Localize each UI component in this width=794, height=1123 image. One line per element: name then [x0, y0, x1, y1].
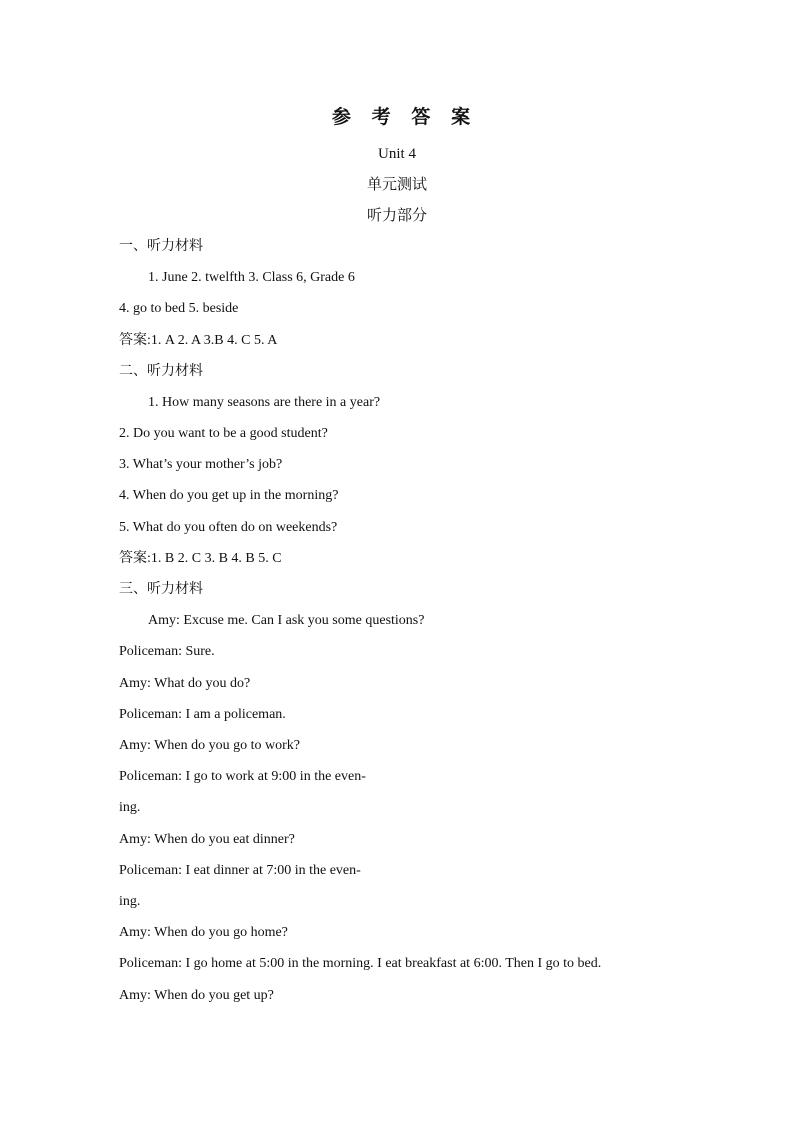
part2-line: 1. How many seasons are there in a year? [148, 395, 381, 410]
part2-line: 4. When do you get up in the morning? [119, 488, 339, 503]
part3-line: Policeman: I eat dinner at 7:00 in the even- [119, 863, 361, 878]
part3-line: Amy: What do you do? [119, 676, 251, 691]
part1-answers: 答案:1. A 2. A 3.B 4. C 5. A [119, 333, 278, 348]
part3-line: Amy: When do you get up? [119, 988, 274, 1003]
part2-line: 3. What’s your mother’s job? [119, 457, 283, 472]
part3-line: Policeman: I am a policeman. [119, 707, 286, 722]
part1-line: 1. June 2. twelfth 3. Class 6, Grade 6 [148, 270, 355, 285]
part2-line: 5. What do you often do on weekends? [119, 520, 338, 535]
part3-line: Amy: When do you go to work? [119, 738, 300, 753]
part3-line: ing. [119, 894, 141, 909]
part3-line: Amy: When do you go home? [119, 925, 288, 940]
part3-line: Policeman: I go home at 5:00 in the morning. I eat breakfast at 6:00. Then I go to bed. [119, 956, 602, 971]
part2-heading: 二、听力材料 [119, 364, 203, 379]
part3-heading: 三、听力材料 [119, 582, 203, 597]
part3-line: Policeman: I go to work at 9:00 in the even- [119, 769, 366, 784]
part1-heading: 一、听力材料 [119, 239, 203, 254]
part1-line: 4. go to bed 5. beside [119, 301, 239, 316]
part3-line: Amy: Excuse me. Can I ask you some questions? [148, 613, 425, 628]
test-name: 单元测试 [366, 177, 427, 193]
part2-answers: 答案:1. B 2. C 3. B 4. B 5. C [119, 551, 282, 566]
part2-line: 2. Do you want to be a good student? [119, 426, 328, 441]
section-name: 听力部分 [366, 208, 427, 224]
page-title: 参 考 答 案 [331, 107, 479, 128]
part3-line: ing. [119, 800, 141, 815]
unit-label: Unit 4 [378, 146, 416, 162]
part3-line: Amy: When do you eat dinner? [119, 832, 295, 847]
part3-line: Policeman: Sure. [119, 644, 215, 659]
